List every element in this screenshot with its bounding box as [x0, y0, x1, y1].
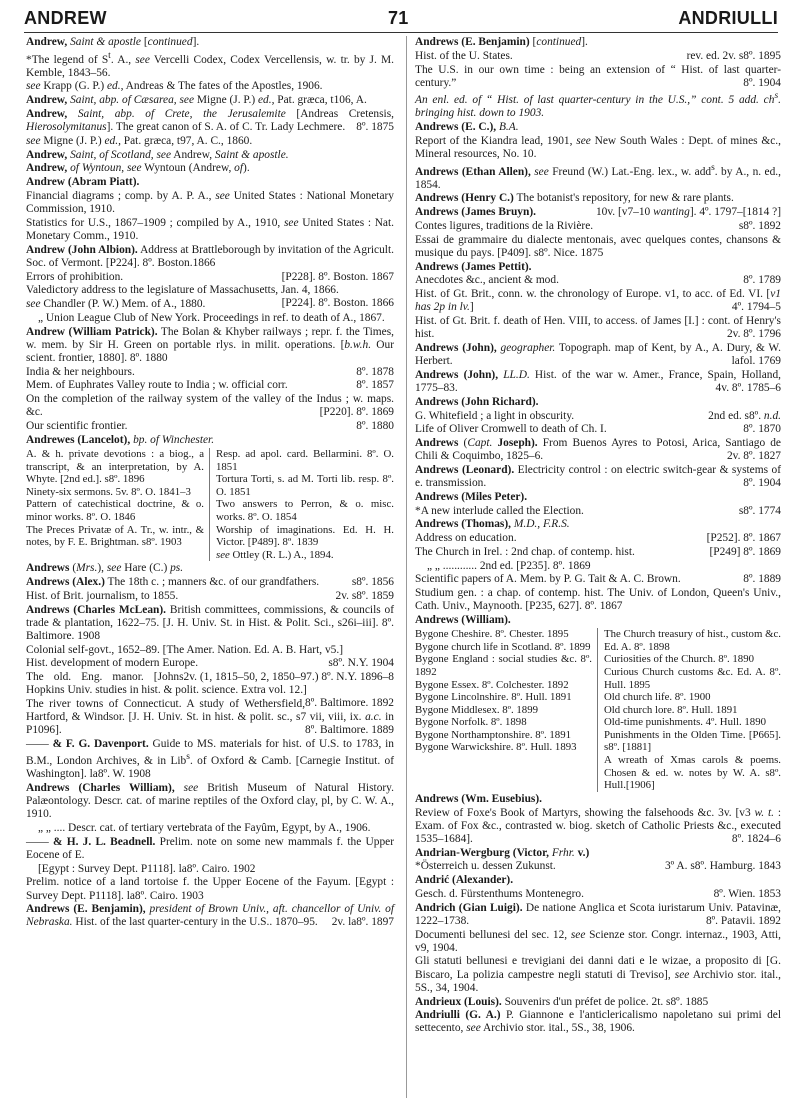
page-number: 71	[388, 8, 409, 28]
index-entry: Mem. of Euphrates Valley route to India ; w. official corr. 8º. 1857	[26, 379, 394, 392]
index-entry: Andrews (Thomas), M.D., F.R.S.	[415, 518, 570, 531]
index-entry: Andrews (John Richard).	[415, 395, 539, 408]
index-entry: Andrews (Capt. Joseph). From Buenos Ayres to Potosi, Arica, Santiago de Chili & Coquimbo, 1825–6. 2v. 8º. 1827	[415, 437, 781, 463]
index-entry: Ninety-six sermons. 5v. 8º. O. 1841–3	[26, 485, 191, 498]
right-column	[415, 36, 781, 1036]
index-entry: The river towns of Connecticut. A study of Wethersfield, Hartford, & Windsor. [J. H. Univ. St. in hist. & polit. sc., s7 vii, viii, ix. a.c. in P1096]. 8º. Baltimore. 1889	[26, 698, 394, 737]
index-entry: Andrews (E. C.), B.A.	[415, 121, 519, 134]
index-entry: Colonial self-govt., 1652–89. [The Amer. Nation. Ed. A. B. Hart, v5.] s8º. N.Y. 1904	[26, 643, 394, 669]
index-entry: Scientific papers of A. Mem. by P. G. Tait & A. C. Brown. 8º. 1889	[415, 573, 781, 586]
index-entry: —— & H. J. L. Beadnell. Prelim. note on some new mammals f. the Upper Eocene of E.	[26, 835, 394, 861]
index-entry: see Ottley (R. L.) A., 1894.	[216, 548, 334, 561]
index-entry: Life of Oliver Cromwell to death of Ch. I. 8º. 1870	[415, 423, 781, 436]
index-entry: On the completion of the railway system of the valley of the Indus ; w. maps. &c. [P220]. 8º. 1869	[26, 393, 394, 419]
index-entry: Worship of imaginations. Ed. H. H. Victor. [P489]. 8º. 1839	[216, 523, 394, 549]
index-entry: „ Union League Club of New York. Proceedings in ref. to death of A., 1867.	[38, 311, 385, 324]
index-entry: Andrew, Saint, abp. of Crete, the Jerusalemite [Andreas Cretensis, Hierosolymitanus]. The great canon of S. A. of C. Tr. Lady Lechmere. 8º. 1875	[26, 107, 394, 134]
index-entry: Andrewes (Lancelot), bp. of Winchester.	[26, 433, 215, 446]
index-entry: Documenti bellunesi del sec. 12, see Scienze stor. Congr. internaz., 1903, Atti, v9, 1904.	[415, 928, 781, 954]
index-entry: Valedictory address to the legislature of Massachusetts, Jan. 4, 1866. [P224]. 8º. Boston. 1866	[26, 284, 394, 310]
right-entries-2	[415, 793, 781, 1036]
index-entry: Prelim. notice of a land tortoise f. the Upper Eocene of the Fayum. [Egypt : Survey Dept. P1118]. la8º. Cairo. 1903	[26, 876, 394, 902]
index-entry: Bygone England : social studies &c. 8º. 1892	[415, 653, 592, 678]
index-entry: *Österreich u. dessen Zukunst. 3º A. s8º. Hamburg. 1843	[415, 860, 781, 873]
index-entry: Gesch. d. Fürstenthums Montenegro. 8º. Wien. 1853	[415, 887, 781, 900]
index-entry: Bygone Lincolnshire. 8º. Hull. 1891	[415, 691, 572, 704]
index-entry: A wreath of Xmas carols & poems. Chosen & ed. w. notes by W. A. s8º. Hull.[1906]	[604, 754, 781, 792]
index-entry: see Chandler (P. W.) Mem. of A., 1880.	[26, 298, 206, 311]
index-entry: An enl. ed. of “ Hist. of last quarter-century in the U.S.,” cont. 5 add. $ch^s$. bringing hist. down to 1903.	[415, 91, 781, 120]
index-entry: Financial diagrams ; comp. by A. P. A., see United States : National Monetary Commission, 1910.	[26, 189, 394, 216]
index-entry: Punishments in the Olden Time. [P665]. s8º. [1881]	[604, 728, 781, 754]
index-entry: Old church life. 8º. 1900	[604, 691, 711, 704]
index-entry: Andrews (John), LL.D. Hist. of the war w. Amer., France, Spain, Holland, 1775–83. 4v. 8º. 1785–6	[415, 368, 782, 394]
index-entry: Andrews (E. Benjamin), president of Brown Univ., aft. chancellor of Univ. of Nebraska. Hist. of the last quarter-century in the U.S.. 1870–95. 2v. la8º. 1897	[26, 903, 394, 929]
index-entry: Andrews (Leonard). Electricity control : on electric switch-gear & systems of e. transmission. 8º. 1904	[415, 463, 782, 490]
index-entry: „ „ ............ 2nd ed. [P235]. 8º. 1869	[427, 559, 591, 572]
index-entry: Contes ligures, traditions de la Rivière. s8º. 1892	[415, 219, 781, 232]
index-entry: Andrew, Saint, abp. of Cæsarea, see Migne (J. P.) ed., Pat. græca, t106, A.	[26, 94, 367, 107]
index-entry: Andrew, Saint & apostle [continued].	[26, 36, 200, 48]
left-entries-2	[26, 562, 394, 929]
index-entry: Bygone Cheshire. 8º. Chester. 1895	[415, 628, 569, 641]
index-entry: The Preces Privatæ of A. Tr., w. intr., & notes, by F. E. Brightman. s8º. 1903	[26, 523, 204, 549]
page-header	[0, 0, 800, 30]
index-entry: Andrews (James Pettit).	[415, 260, 532, 273]
andrewes-subcolumns	[26, 448, 394, 561]
index-entry: Tortura Torti, s. ad M. Torti lib. resp. 8º. O. 1851	[216, 473, 394, 498]
index-entry: Andrews (John), geographer. Topograph. map of Kent, by A., A. Dury, & W. Herbert. lafol. 1769	[415, 341, 781, 368]
running-head-left: ANDREW	[24, 8, 107, 28]
left-column	[26, 36, 394, 930]
index-entry: Resp. ad apol. card. Bellarmini. 8º. O. 1851	[216, 447, 394, 473]
index-entry: The old. Eng. manor. [Johns Hopkins Univ. studies in hist. & polit. science. Extra vol. 12.] 8º. Baltimore. 1892	[26, 671, 394, 710]
header-rule	[24, 32, 778, 33]
index-entry: Bygone Essex. 8º. Colchester. 1892	[415, 678, 569, 691]
index-entry: Andrews (E. Benjamin) [continued].	[415, 36, 588, 48]
running-head-right: ANDRIULLI	[678, 8, 778, 28]
index-entry: Andrews (Charles William), see British Museum of Natural History. Palæontology. Descr. cat. of marine reptiles of the Oxford clay, pl, by C. W. A., 1910.	[26, 781, 394, 821]
index-entry: Curiosities of the Church. 8º. 1890	[604, 653, 754, 666]
index-entry: Andrews (Henry C.) The botanist's repository, for new & rare plants. 10v. [v7–10 wanting]. 4º. 1797–[1814 ?]	[415, 192, 781, 218]
index-entry: Andriulli (G. A.) P. Giannone e l'anticlericalismo napoletano sui primi del settecento, see Archivio stor. ital., 5S., 38, 1906.	[415, 1009, 781, 1035]
index-entry: G. Whitefield ; a light in obscurity. 2nd ed. s8º. n.d.	[415, 409, 781, 422]
index-entry: Bygone Northamptonshire. 8º. 1891	[415, 728, 571, 741]
index-entry: Old church lore. 8º. Hull. 1891	[604, 703, 738, 716]
index-entry: Address on education. [P252]. 8º. 1867	[415, 532, 781, 545]
william-subcol-a	[415, 628, 598, 792]
index-entry: The Church treasury of hist., custom &c. Ed. A. 8º. 1898	[604, 628, 781, 653]
index-entry: Bygone Warwickshire. 8º. Hull. 1893	[415, 741, 577, 754]
index-entry: Andrew, of Wyntoun, see Wyntoun (Andrew, of).	[26, 162, 250, 175]
index-entry: Report of the Kiandra lead, 1901, see New South Wales : Dept. of mines &c., Mineral resources, No. 10.	[415, 134, 781, 161]
index-entry: Our scientific frontier. 8º. 1880	[26, 420, 394, 433]
william-subcolumns	[415, 628, 781, 792]
index-entry: Bygone Norfolk. 8º. 1898	[415, 716, 527, 729]
index-entry: India & her neighbours. 8º. 1878	[26, 365, 394, 378]
index-entry: Andrews (Charles McLean). British committees, commissions, & councils of trade & plantation, 1622–75. [J. H. Univ. St. in Hist. & Polit. Sci., s26i–iii]. 8º. Baltimore. 1908	[26, 603, 394, 642]
index-entry: Andrić (Alexander).	[415, 874, 514, 887]
index-entry: Hist. of the U. States. rev. ed. 2v. s8º. 1895	[415, 49, 781, 62]
index-entry: see Migne (J. P.) ed., Pat. græca, t97, A. C., 1860.	[26, 134, 253, 147]
index-entry: Hist. of Gt. Brit., conn. w. the chronology of Europe. v1, to acc. of Ed. VI. [v1 has 2p in lv.] 4º. 1794–5	[415, 288, 781, 314]
right-entries	[415, 36, 781, 627]
index-entry: Two answers to Perron, & o. misc. works. 8º. O. 1854	[216, 498, 394, 523]
index-entry: Bygone Middlesex. 8º. 1899	[415, 703, 539, 716]
index-entry: Old-time punishments. 4º. Hull. 1890	[604, 716, 766, 729]
index-entry: Andrew (Abram Piatt).	[26, 176, 140, 189]
index-entry: Andrews (Alex.) The 18th c. ; manners &c. of our grandfathers. s8º. 1856	[26, 576, 394, 589]
index-entry: Anecdotes &c., ancient & mod. 8º. 1789	[415, 274, 781, 287]
index-entry: Curious Church customs &c. Ed. A. 8º. Hull. 1895	[604, 665, 781, 691]
index-entry: Studium gen. : a chap. of contemp. hist. The Univ. of London, Queen's Univ., Cath. Univ., Maynooth. [P235, 627]. 8º. 1867	[415, 587, 781, 613]
william-subcol-b	[604, 628, 781, 792]
index-entry: Hist. development of modern Europe. 2v. (1, 1815–50, 2, 1850–97.) 8º. N.Y. 1896–8	[26, 657, 394, 683]
index-entry: [Egypt : Survey Dept. P1118]. la8º. Cairo. 1902	[38, 862, 256, 875]
index-entry: A. & h. private devotions : a biog., a transcript, & an interpretation, by A. Whyte. [2nd ed.]. s8º. 1896	[26, 447, 204, 486]
index-entry: „ „ .... Descr. cat. of tertiary vertebrata of the Fayûm, Egypt, by A., 1906.	[38, 822, 371, 834]
index-entry: Andrews (Miles Peter).	[415, 490, 528, 503]
index-entry: Andrews (Mrs.), see Hare (C.) ps.	[26, 562, 184, 575]
index-entry: The Church in Irel. : 2nd chap. of contemp. hist. [P249] 8º. 1869	[415, 545, 781, 558]
index-entry: Andrew (John Albion). Address at Brattleborough by invitation of the Agricult. Soc. of Vermont. [P224]. 8º. Boston.1866	[26, 243, 394, 269]
index-entry: Andrews (Ethan Allen), see Freund (W.) Lat.-Eng. lex., w. add$^s$. by A., n. ed., 1854.	[415, 162, 781, 191]
index-entry: Andrews (Wm. Eusebius).	[415, 792, 543, 805]
index-entry: Review of Foxe's Book of Martyrs, showing the falsehoods &c. 3v. [v3 w. t. : Exam. of Fox &c., contrasted w. biog. sketch of Catholic Priests &c., executed 1535–1684]. 8º. 1824–6	[415, 806, 781, 845]
index-entry: Andrian-Wergburg (Victor, Frhr. v.)	[415, 846, 590, 859]
index-entry: Andrieux (Louis). Souvenirs d'un préfet de police. 2t. s8º. 1885	[415, 995, 709, 1008]
index-entry: Essai de grammaire du dialecte mentonais, avec quelques contes, chansons & musique du pays. [P409]. s8º. Nice. 1875	[415, 233, 781, 259]
index-entry: —— & F. G. Davenport. Guide to MS. materials for hist. of U.S. to 1783, in B.M., London Archives, & in Lib$^s$. of Oxford & Camb. [Carnegie Institut. of Washington]. la8º. W. 1908	[26, 738, 394, 781]
left-entries	[26, 36, 394, 447]
index-entry: Andrews (James Bruyn).	[415, 206, 536, 219]
index-entry: Pattern of catechistical doctrine, & o. minor works. 8º. O. 1846	[26, 498, 204, 523]
index-entry: Andrew, Saint, of Scotland, see Andrew, Saint & apostle.	[26, 148, 289, 161]
index-entry: *A new interlude called the Election. s8º. 1774	[415, 504, 781, 517]
index-entry: Errors of prohibition. [P228]. 8º. Boston. 1867	[26, 270, 394, 283]
index-entry: Andrew (William Patrick). The Bolan & Khyber railways ; repr. f. the Times, w. mem. by Sir H. Green on portable rlys. in milit. operations. [b.w.h. Our scient. frontier, 1880]. 8º. 1880	[26, 325, 394, 364]
index-entry: Andrich (Gian Luigi). De natione Anglica et Scota iuristarum Univ. Patavinæ, 1222–1738. 8º. Patavii. 1892	[415, 901, 781, 927]
index-entry: Gli statuti bellunesi e trevigiani dei danni dati e le wizae, a proposito di [G. Biscaro, La polizia campestre negli statuti di Treviso], see Archivio stor. ital., 5S., 34, 1904.	[415, 955, 781, 994]
index-entry: Andrews (William).	[415, 613, 511, 626]
index-entry: Hist. of Brit. journalism, to 1855. 2v. s8º. 1859	[26, 589, 394, 602]
andrewes-subcol-a	[26, 448, 210, 561]
index-entry: see Krapp (G. P.) ed., Andreas & The fates of the Apostles, 1906.	[26, 80, 323, 93]
index-entry: Hist. of Gt. Brit. f. death of Hen. VIII, to access. of James [I.] : cont. of Henry's hist. 2v. 8º. 1796	[415, 315, 781, 341]
andrewes-subcol-b	[216, 448, 394, 561]
index-entry: Bygone church life in Scotland. 8º. 1899	[415, 640, 591, 653]
column-divider	[406, 36, 407, 1098]
index-entry: The U.S. in our own time : being an extension of “ Hist. of last quarter-century.” 8º. 1904	[415, 63, 781, 89]
index-entry: Statistics for U.S., 1867–1909 ; compiled by A., 1910, see United States : Nat. Monetary Comm., 1910.	[26, 216, 394, 242]
index-entry: *The legend of $S^t$. A., see Vercelli Codex, Codex Vercellensis, w. tr. by J. M. Kemble, 1843–56.	[26, 50, 394, 79]
